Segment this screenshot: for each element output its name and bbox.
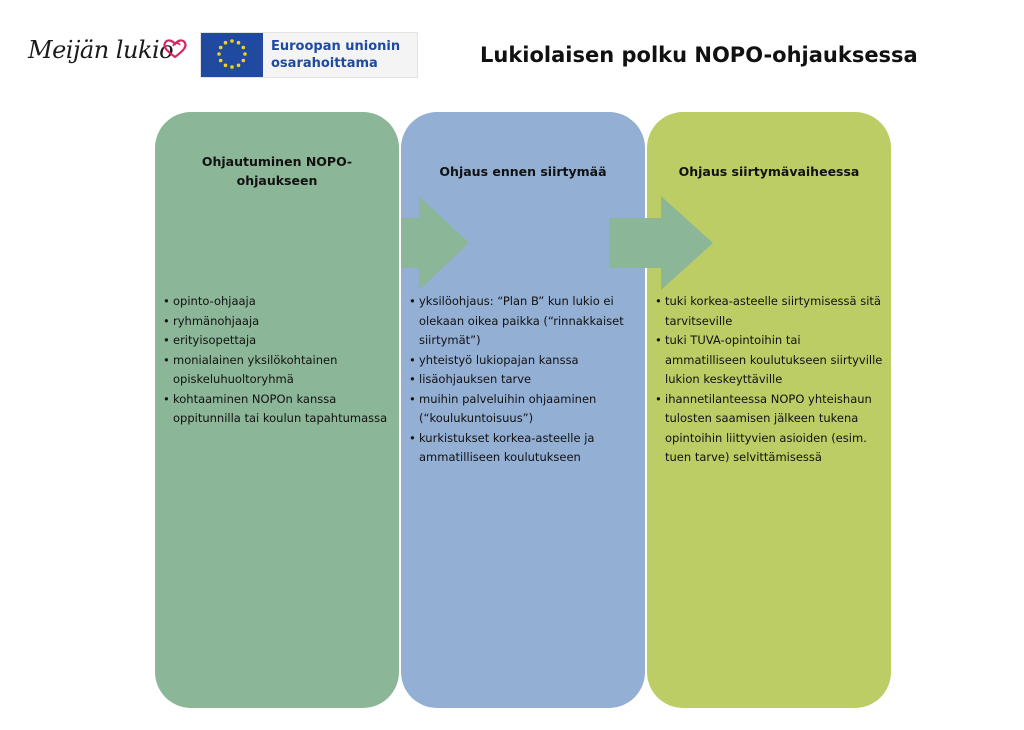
- column-item-list: [163, 292, 391, 429]
- meijan-lukio-logo-text: Meijän lukio: [28, 36, 174, 64]
- column-title: Ohjautuminen NOPO-ohjaukseen: [201, 154, 353, 188]
- list-item: • erityisopettaja: [163, 331, 391, 351]
- list-item: • kohtaaminen NOPOn kanssa oppitunnilla tai koulun tapahtumassa: [163, 390, 391, 429]
- eu-text-line1: Euroopan unionin: [271, 39, 401, 54]
- list-item: • ihannetilanteessa NOPO yhteishaun tulosten saamisen jälkeen tukena opintoihin liittyvien asioiden (esim. tuen tarve) selvittämisessä: [655, 390, 883, 468]
- arrow-right-icon: [609, 196, 715, 290]
- list-item: • tuki TUVA-opintoihin tai ammatilliseen koulutukseen siirtyville lukion keskeyttäville: [655, 331, 883, 390]
- list-item: • lisäohjauksen tarve: [409, 370, 637, 390]
- eu-text-line2: osarahoittama: [271, 56, 378, 71]
- list-item: • monialainen yksilökohtainen opiskeluhuoltoryhmä: [163, 351, 391, 390]
- list-item: • muihin palveluihin ohjaaminen (“koulukuntoisuus”): [409, 390, 637, 429]
- list-item: • tuki korkea-asteelle siirtymisessä sitä tarvitseville: [655, 292, 883, 331]
- column-title: Ohjaus siirtymävaiheessa: [678, 164, 860, 179]
- list-item: • opinto-ohjaaja: [163, 292, 391, 312]
- list-item: • ryhmänohjaaja: [163, 312, 391, 332]
- list-item: • kurkistukset korkea-asteelle ja ammatilliseen koulutukseen: [409, 429, 637, 468]
- eu-cofunded-text: [271, 38, 400, 72]
- column-item-list: [655, 292, 883, 468]
- list-item: • yksilöohjaus: “Plan B” kun lukio ei olekaan oikea paikka (“rinnakkaiset siirtymät”): [409, 292, 637, 351]
- meijan-lukio-logo: [28, 36, 173, 64]
- eu-flag-icon: [201, 33, 263, 77]
- list-item: • yhteistyö lukiopajan kanssa: [409, 351, 637, 371]
- column-item-list: [409, 292, 637, 468]
- heart-icon: [162, 39, 188, 59]
- column-ohjautuminen: [155, 112, 399, 708]
- column-title: Ohjaus ennen siirtymää: [439, 164, 607, 179]
- eu-cofunded-logo: [200, 32, 418, 78]
- page-title: Lukiolaisen polku NOPO-ohjauksessa: [480, 43, 918, 67]
- arrow-right-icon: [401, 196, 471, 290]
